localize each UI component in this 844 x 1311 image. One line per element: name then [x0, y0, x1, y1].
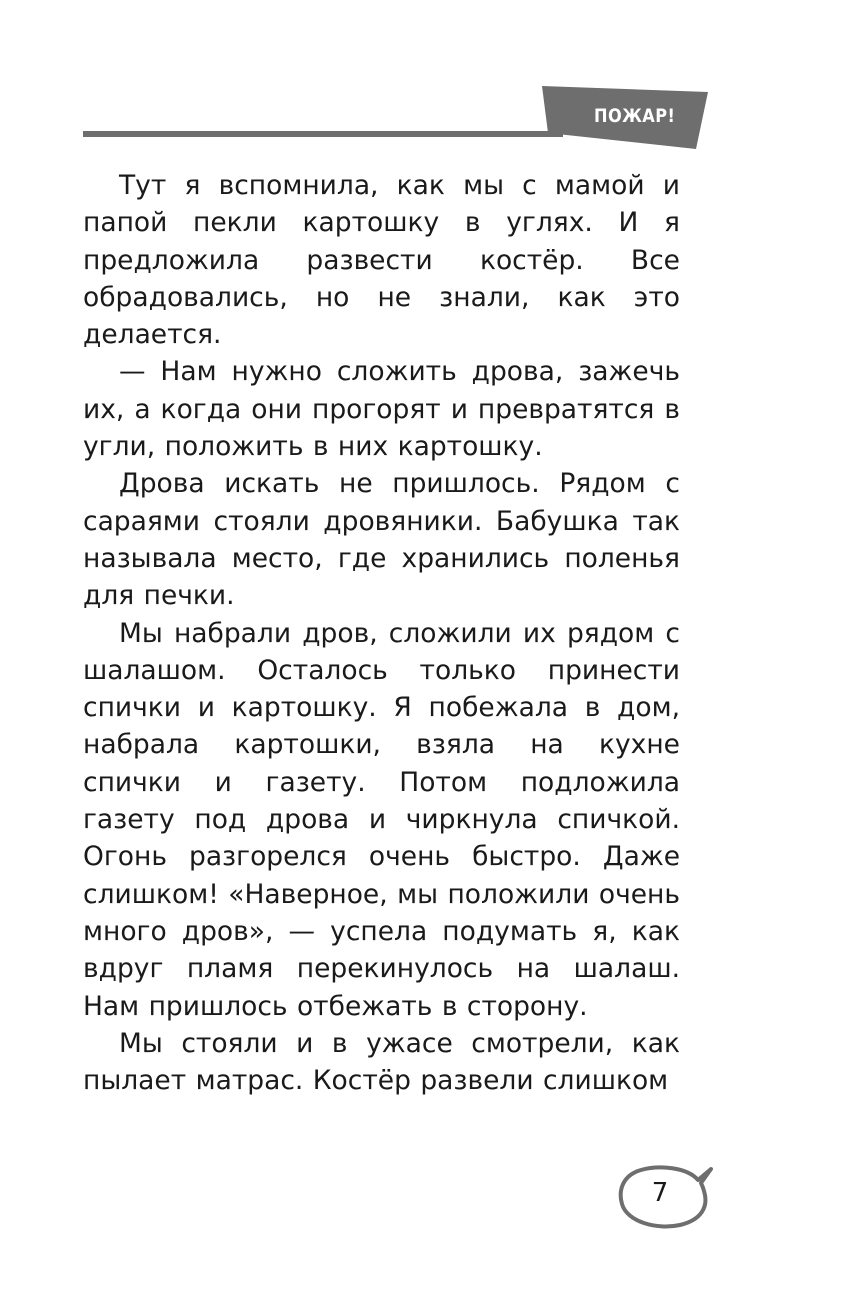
paragraph: Мы стояли и в ужасе смотрели, как пылает матрас. Костёр развели слишком — [83, 1027, 680, 1097]
header-rule — [83, 131, 563, 137]
page-number: 7 — [651, 1178, 669, 1208]
chapter-title: ПОЖАР! — [594, 105, 676, 127]
paragraph: — Нам нужно сложить дрова, зажечь их, а когда они прогорят и превратятся в угли, положить в них картошку. — [83, 356, 680, 463]
paragraph: Дрова искать не пришлось. Рядом с сараями стояли дровяники. Бабушка так называла место, где хранились поленья для печки. — [83, 468, 680, 612]
page-number-badge — [617, 1164, 713, 1232]
paragraph: Тут я вспомнила, как мы с мамой и папой пекли картошку в углях. И я предложила развести костёр. Все обрадовались, но не знали, как это делается. — [83, 170, 680, 351]
chapter-tab — [542, 86, 712, 150]
body-text — [83, 167, 680, 1099]
paragraph: Мы набрали дров, сложили их рядом с шалашом. Осталось только принести спички и картошку. Я побежала в дом, набрала картошки, взяла на кухне спички и газету. Потом подложила газету под дрова и чиркнула спичкой. Огонь разгорелся очень быстро. Даже слишком! «Наверное, мы положили очень много дров», — успела подумать я, как вдруг пламя перекинулось на шалаш. Нам пришлось отбежать в сторону. — [83, 617, 680, 1022]
